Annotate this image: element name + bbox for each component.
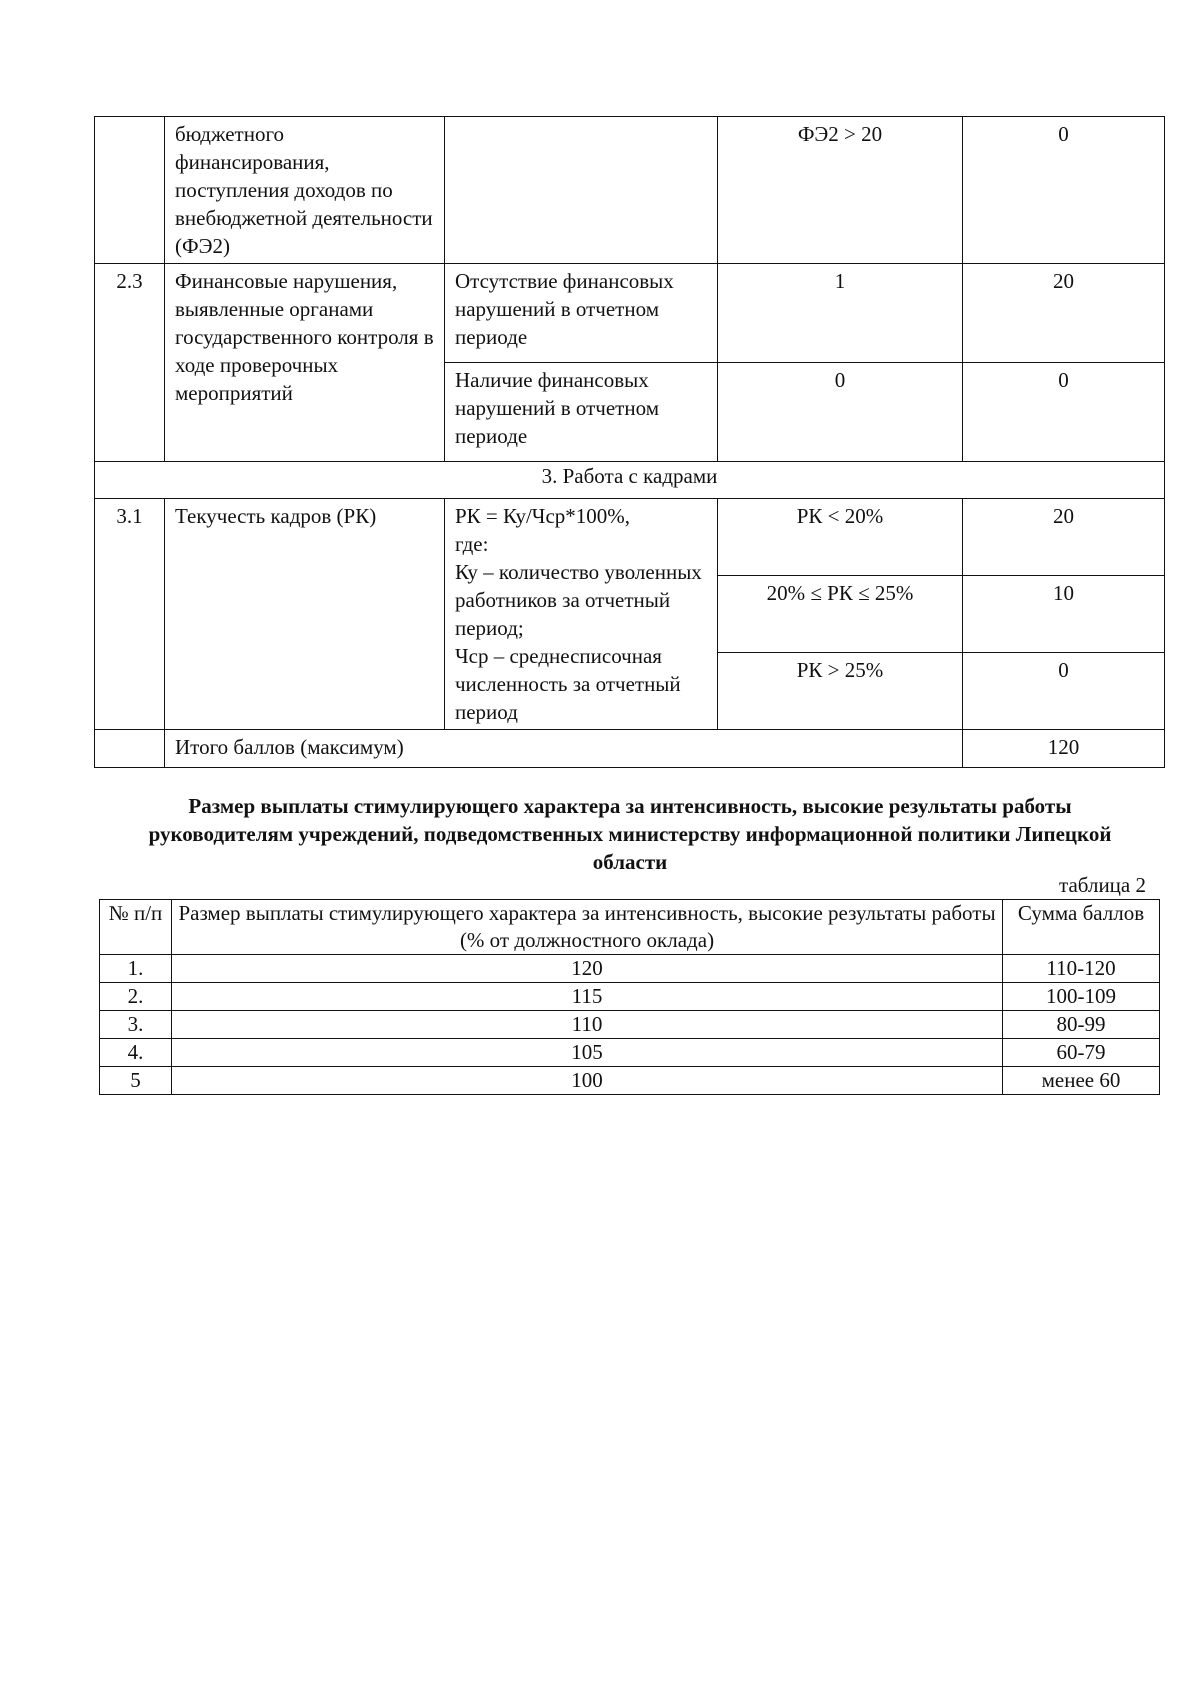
table-caption: таблица 2 (1059, 873, 1146, 897)
condition-cell: 1 (718, 264, 963, 363)
formula-cell: Отсутствие финансовых нарушений в отчетном периоде (445, 264, 718, 363)
table-row (100, 955, 1160, 983)
row-number (95, 730, 165, 768)
formula-line: РК = Ку/Чср*100%, (455, 504, 631, 528)
total-row (95, 730, 1165, 768)
points-cell: 0 (963, 363, 1165, 462)
column-header-number: № п/п (100, 900, 172, 955)
row-number: 2. (100, 983, 172, 1011)
row-number: 5 (100, 1067, 172, 1095)
total-label: Итого баллов (максимум) (165, 730, 963, 768)
amount-cell: 100 (172, 1067, 1003, 1095)
table-row (95, 117, 1165, 264)
score-cell: 100-109 (1003, 983, 1160, 1011)
column-header-score: Сумма баллов (1003, 900, 1160, 955)
score-cell: 110-120 (1003, 955, 1160, 983)
table-row (95, 499, 1165, 576)
amount-cell: 110 (172, 1011, 1003, 1039)
points-cell: 20 (963, 264, 1165, 363)
row-number: 4. (100, 1039, 172, 1067)
condition-cell: РК < 20% (718, 499, 963, 576)
amount-cell: 115 (172, 983, 1003, 1011)
section-row (95, 462, 1165, 499)
points-cell: 0 (963, 117, 1165, 264)
table-row (100, 1039, 1160, 1067)
score-cell: 60-79 (1003, 1039, 1160, 1067)
formula-line: Чср – среднесписочная численность за отчетный период (455, 644, 681, 724)
formula-line: Ку – количество уволенных работников за отчетный период; (455, 560, 702, 640)
total-points: 120 (963, 730, 1165, 768)
indicator-cell: бюджетного финансирования, поступления доходов по внебюджетной деятельности (ФЭ2) (165, 117, 445, 264)
header-row (100, 900, 1160, 955)
score-cell: 80-99 (1003, 1011, 1160, 1039)
payment-table (99, 899, 1160, 1095)
criteria-table (94, 116, 1165, 768)
section-heading: Размер выплаты стимулирующего характера за интенсивность, высокие результаты работы руководителям учреждений, подведомственных министерству информационной политики Липецкой области (148, 794, 1112, 874)
condition-cell: РК > 25% (718, 653, 963, 730)
table-row (100, 983, 1160, 1011)
amount-cell: 120 (172, 955, 1003, 983)
row-number: 1. (100, 955, 172, 983)
table-row (100, 1067, 1160, 1095)
formula-cell (445, 117, 718, 264)
score-cell: менее 60 (1003, 1067, 1160, 1095)
row-number: 3. (100, 1011, 172, 1039)
condition-cell: 0 (718, 363, 963, 462)
condition-cell: ФЭ2 > 20 (718, 117, 963, 264)
formula-cell: Наличие финансовых нарушений в отчетном периоде (445, 363, 718, 462)
points-cell: 20 (963, 499, 1165, 576)
column-header-amount: Размер выплаты стимулирующего характера за интенсивность, высокие результаты работы (% от должностного оклада) (172, 900, 1003, 955)
formula-line: где: (455, 532, 489, 556)
amount-cell: 105 (172, 1039, 1003, 1067)
condition-cell: 20% ≤ РК ≤ 25% (718, 576, 963, 653)
row-number: 2.3 (95, 264, 165, 462)
table-row (95, 264, 1165, 363)
points-cell: 0 (963, 653, 1165, 730)
indicator-cell: Текучесть кадров (РК) (165, 499, 445, 730)
section-title: 3. Работа с кадрами (95, 462, 1165, 499)
row-number: 3.1 (95, 499, 165, 730)
table-row (100, 1011, 1160, 1039)
indicator-cell: Финансовые нарушения, выявленные органами государственного контроля в ходе проверочных мероприятий (165, 264, 445, 462)
formula-cell (445, 499, 718, 730)
row-number (95, 117, 165, 264)
points-cell: 10 (963, 576, 1165, 653)
